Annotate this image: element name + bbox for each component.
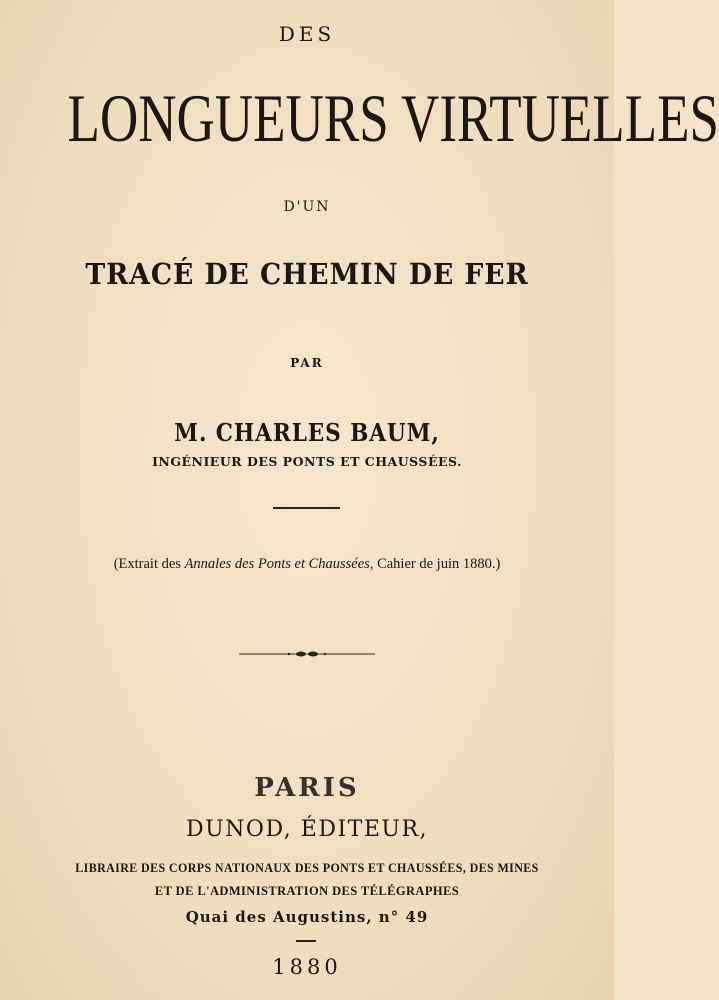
main-title: LONGUEURS VIRTUELLES	[67, 80, 719, 156]
publisher-description-line-2: ET DE L'ADMINISTRATION DES TÉLÉGRAPHES	[154, 884, 460, 898]
extract-note	[0, 556, 614, 573]
extract-rest: , Cahier de juin 1880.)	[369, 556, 501, 572]
publisher-address: Quai des Augustins, n° 49	[185, 908, 429, 926]
author-name: M. CHARLES BAUM,	[174, 418, 440, 447]
imprint-divider	[296, 940, 316, 942]
publisher-name: DUNOD, ÉDITEUR,	[185, 817, 429, 842]
title-divider	[273, 507, 340, 509]
subtitle: TRACÉ DE CHEMIN DE FER	[85, 257, 529, 291]
publication-year: 1880	[272, 955, 342, 979]
imprint-city: PARIS	[254, 773, 360, 803]
publisher-description-line-1: LIBRAIRE DES CORPS NATIONAUX DES PONTS ET CHAUSSÉES, DES MINES	[75, 861, 539, 875]
pre-title: DES	[278, 22, 336, 46]
ornament-divider-icon	[237, 648, 377, 660]
extract-open: (Extrait des	[113, 556, 185, 572]
extract-journal: Annales des Ponts et Chaussées	[184, 556, 370, 572]
by-label: PAR	[290, 356, 324, 370]
author-role: INGÉNIEUR DES PONTS ET CHAUSSÉES.	[152, 454, 462, 469]
title-connector: D'UN	[283, 199, 331, 215]
